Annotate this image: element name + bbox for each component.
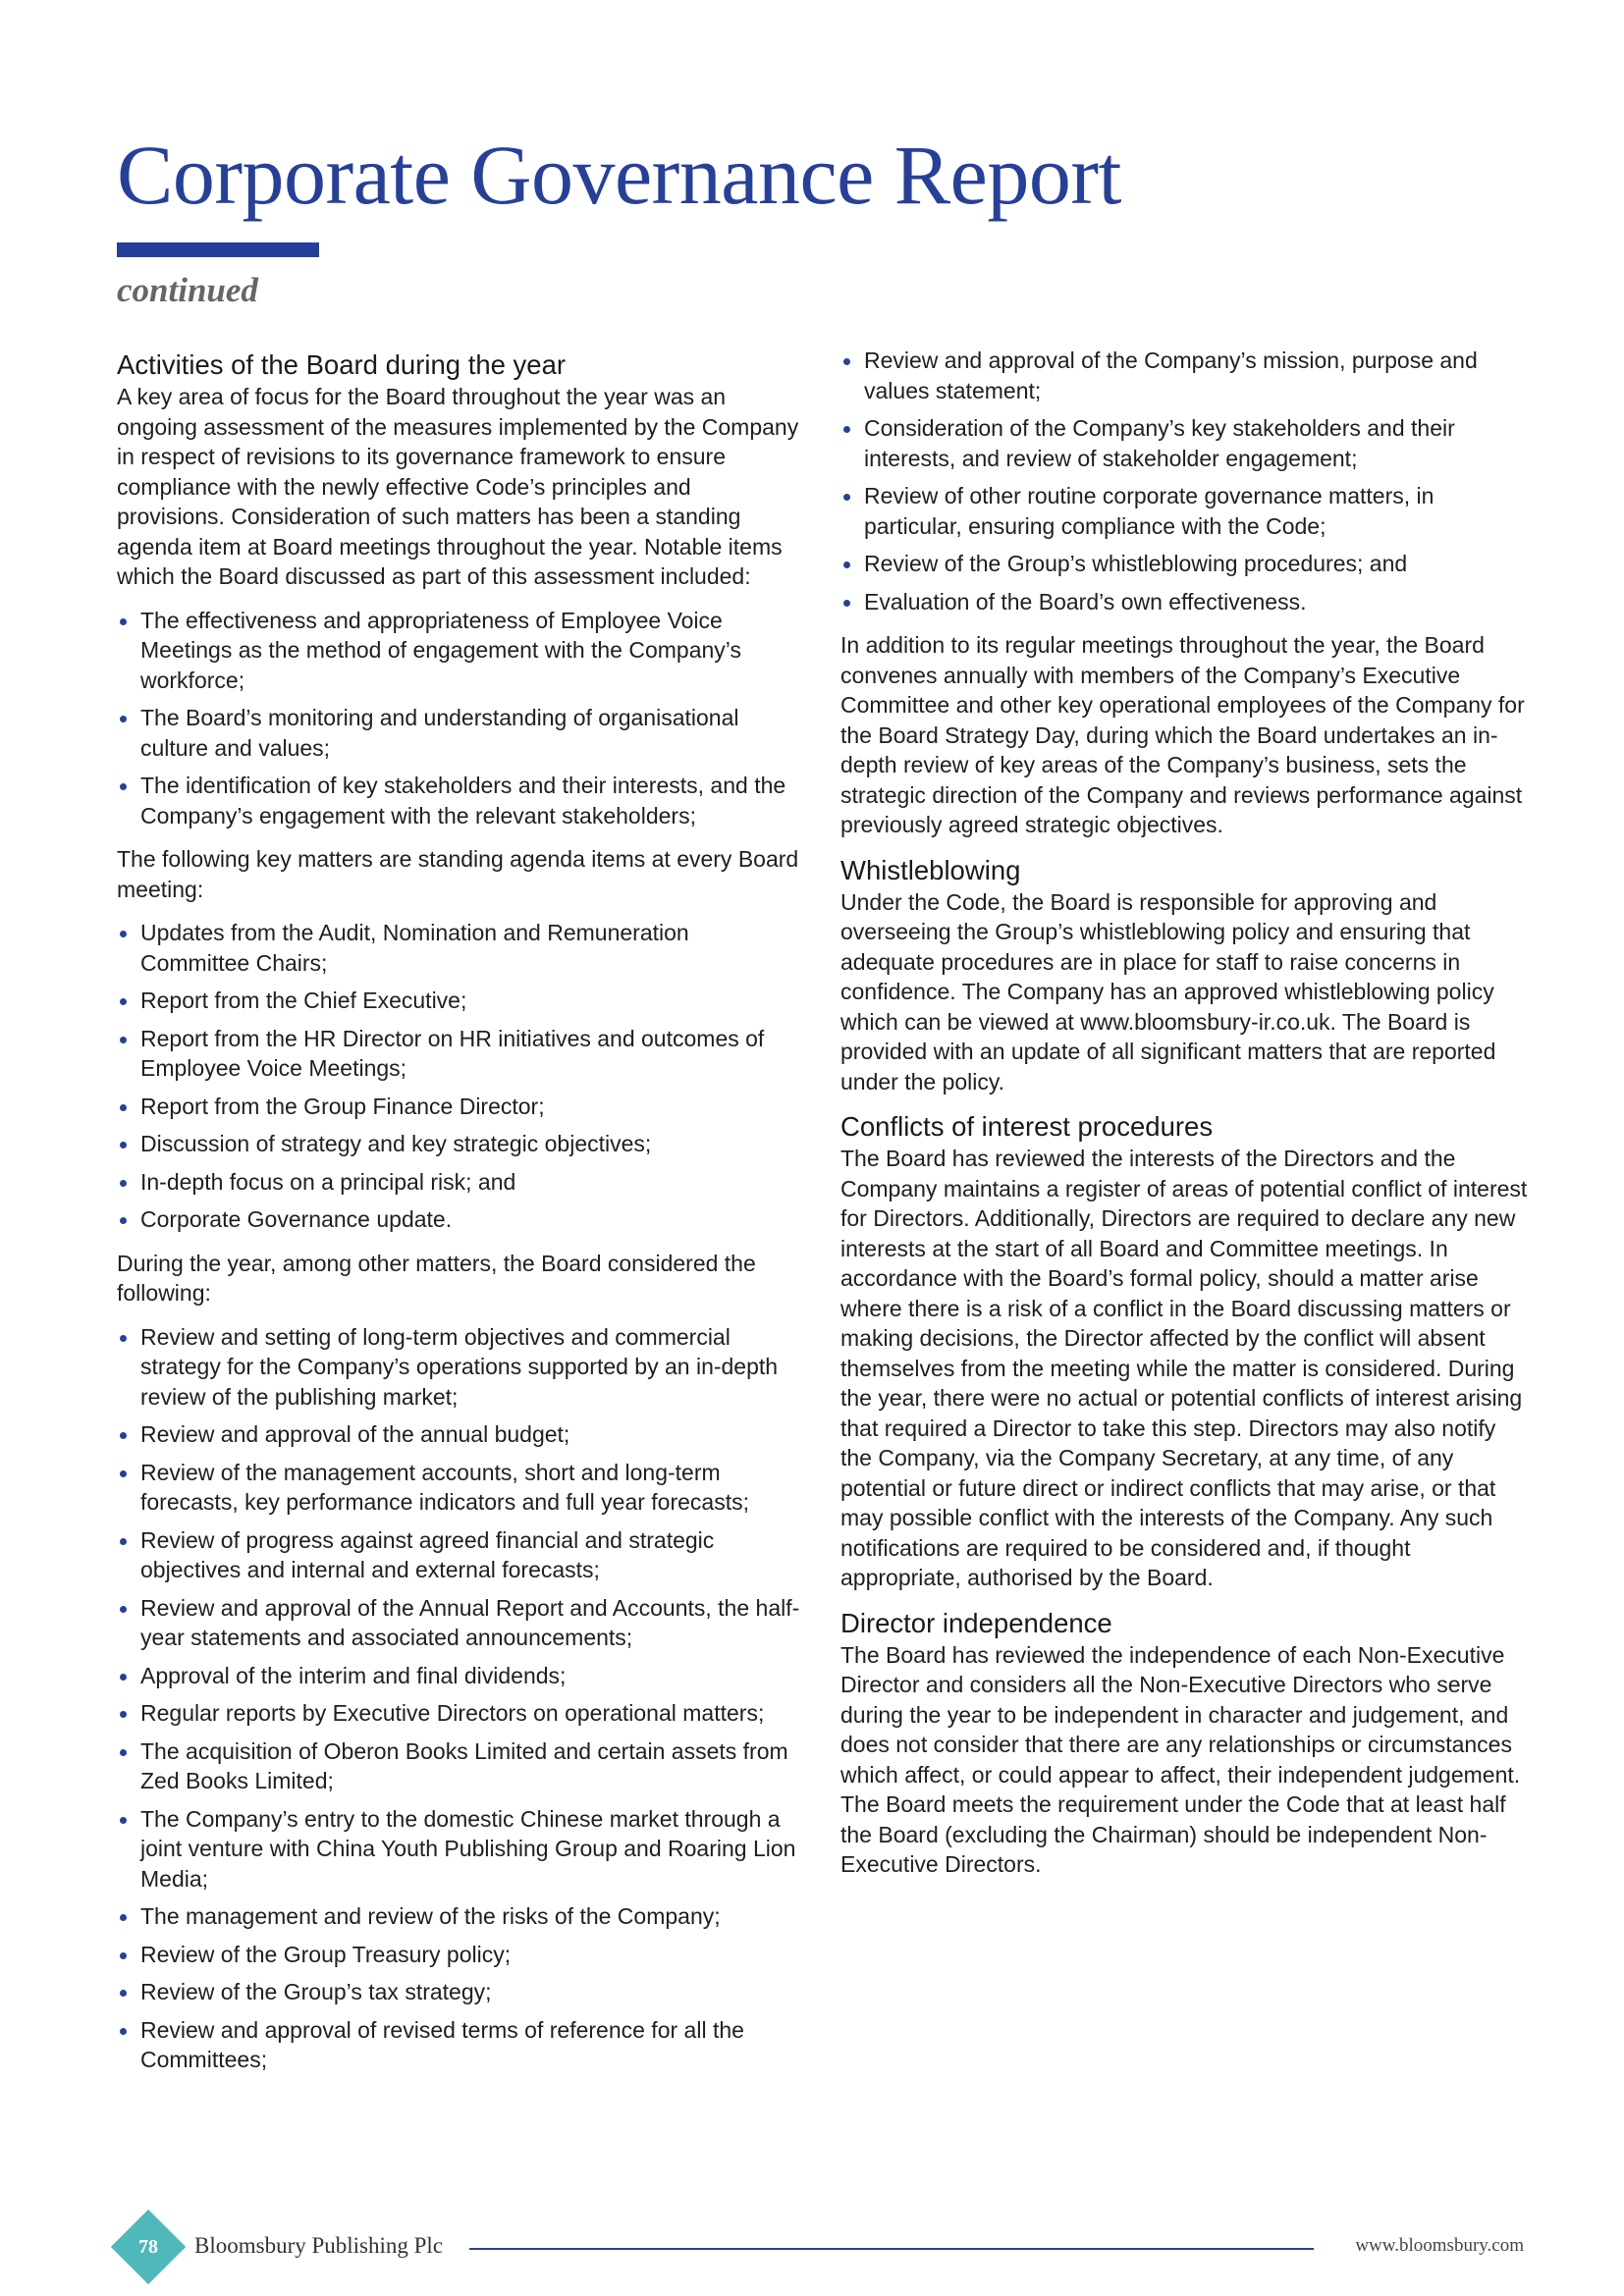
list-item: Updates from the Audit, Nomination and Remuneration Committee Chairs; bbox=[117, 918, 804, 978]
page-number: 78 bbox=[138, 2235, 158, 2258]
standing-intro: The following key matters are standing agenda items at every Board meeting: bbox=[117, 846, 799, 902]
title-underline-bar bbox=[117, 242, 319, 257]
considered-intro: During the year, among other matters, the Board considered the following: bbox=[117, 1250, 756, 1306]
list-item: Review and approval of the Company’s mission, purpose and values statement; bbox=[840, 346, 1530, 405]
list-item: The Board’s monitoring and understanding of organisational culture and values; bbox=[117, 703, 804, 763]
list-item: In-depth focus on a principal risk; and bbox=[117, 1167, 804, 1198]
page-subtitle: continued bbox=[117, 271, 258, 309]
independence-body: The Board has reviewed the independence of each Non-Executive Director and considers all the Non-Executive Directors who serve during the year to be independent in character and judgement, and does not consider that there are any relationships or circumstances which affect, or could appear to affect, their independent judgement. The Board meets the requirement under the Code that at least half the Board (excluding the Chairman) should be independent Non-Executive Directors. bbox=[840, 1641, 1521, 1877]
list-item: Review of the Group’s whistleblowing procedures; and bbox=[840, 549, 1530, 579]
list-item: Regular reports by Executive Directors on operational matters; bbox=[117, 1698, 804, 1729]
list-item: Review and approval of revised terms of reference for all the Committees; bbox=[117, 2015, 804, 2075]
list-item: The effectiveness and appropriateness of Employee Voice Meetings as the method of engagement with the Company’s workforce; bbox=[117, 606, 804, 696]
list-item: Evaluation of the Board’s own effectiveness. bbox=[840, 587, 1530, 617]
whistleblowing-body: Under the Code, the Board is responsible for approving and overseeing the Group’s whistleblowing policy and ensuring that adequate procedures are in place for staff to raise concerns in confidence. The Company has an approved whistleblowing policy which can be viewed at www.bloomsbury-ir.co.uk. The Board is provided with an update of all significant matters that are reported under the policy. bbox=[840, 888, 1496, 1095]
activities-intro: A key area of focus for the Board throughout the year was an ongoing assessment of the measures implemented by the Company in respect of revisions to its governance framework to ensure compliance with the newly effective Code’s principles and provisions. Consideration of such matters has been a standing agenda item at Board meetings throughout the year. Notable items which the Board discussed as part of this assessment included: bbox=[117, 384, 799, 589]
list-item: The acquisition of Oberon Books Limited and certain assets from Zed Books Limited; bbox=[117, 1736, 804, 1796]
assessment-list bbox=[117, 606, 804, 831]
list-item: Report from the Group Finance Director; bbox=[117, 1092, 804, 1122]
strategy-day-paragraph: In addition to its regular meetings throughout the year, the Board convenes annually with members of the Company’s Executive Committee and other key operational employees of the Company for the Board Strategy Day, during which the Board undertakes an in-depth review of key areas of the Company’s business, sets the strategic direction of the Company and reviews performance against previously agreed strategic objectives. bbox=[840, 632, 1525, 837]
footer-url: www.bloomsbury.com bbox=[1355, 2235, 1524, 2256]
list-item: Consideration of the Company’s key stakeholders and their interests, and review of stakeholder engagement; bbox=[840, 413, 1530, 473]
list-item: Corporate Governance update. bbox=[117, 1204, 804, 1235]
list-item: Review and approval of the annual budget; bbox=[117, 1419, 804, 1450]
list-item: Approval of the interim and final dividends; bbox=[117, 1661, 804, 1691]
list-item: Review and setting of long-term objectives and commercial strategy for the Company’s operations supported by an in-depth review of the publishing market; bbox=[117, 1322, 804, 1413]
activities-heading: Activities of the Board during the year bbox=[117, 349, 567, 380]
list-item: Review and approval of the Annual Report and Accounts, the half-year statements and associated announcements; bbox=[117, 1593, 804, 1653]
list-item: The identification of key stakeholders and their interests, and the Company’s engagement with the relevant stakeholders; bbox=[117, 771, 804, 830]
page-title: Corporate Governance Report bbox=[117, 128, 1121, 222]
standing-list bbox=[117, 918, 804, 1235]
considered-list-continued bbox=[840, 346, 1530, 616]
footer-rule bbox=[469, 2248, 1314, 2250]
list-item: Review of the Group Treasury policy; bbox=[117, 1940, 804, 1970]
left-column bbox=[117, 348, 804, 2089]
list-item: Review of the Group’s tax strategy; bbox=[117, 1977, 804, 2007]
independence-heading: Director independence bbox=[840, 1607, 1112, 1638]
list-item: Report from the HR Director on HR initiatives and outcomes of Employee Voice Meetings; bbox=[117, 1024, 804, 1084]
list-item: Discussion of strategy and key strategic objectives; bbox=[117, 1129, 804, 1159]
list-item: Review of progress against agreed financial and strategic objectives and internal and external forecasts; bbox=[117, 1525, 804, 1585]
list-item: Review of the management accounts, short and long-term forecasts, key performance indicators and full year forecasts; bbox=[117, 1458, 804, 1518]
footer-company-name: Bloomsbury Publishing Plc bbox=[194, 2233, 444, 2258]
list-item: The Company’s entry to the domestic Chinese market through a joint venture with China Youth Publishing Group and Roaring Lion Media; bbox=[117, 1804, 804, 1895]
list-item: Report from the Chief Executive; bbox=[117, 986, 804, 1016]
list-item: The management and review of the risks of the Company; bbox=[117, 1901, 804, 1932]
whistleblowing-heading: Whistleblowing bbox=[840, 854, 1021, 885]
considered-list bbox=[117, 1322, 804, 2075]
conflicts-body: The Board has reviewed the interests of the Directors and the Company maintains a register of areas of potential conflict of interest for Directors. Additionally, Directors are required to declare any new interests at the start of all Board and Committee meetings. In accordance with the Board’s formal policy, should a matter arise where there is a risk of a conflict in the Board discussing matters or making decisions, the Director affected by the conflict will absent themselves from the meeting while the matter is considered. During the year, there were no actual or potential conflicts of interest arising that required a Director to take this step. Directors may also notify the Company, via the Company Secretary, at any time, of any potential or future direct or indirect conflicts that may arise, or that may possible conflict with the interests of the Company. Any such notifications are required to be considered and, if thought appropriate, authorised by the Board. bbox=[840, 1146, 1528, 1590]
right-column bbox=[840, 346, 1530, 1894]
list-item: Review of other routine corporate governance matters, in particular, ensuring compliance with the Code; bbox=[840, 481, 1530, 541]
conflicts-heading: Conflicts of interest procedures bbox=[840, 1111, 1214, 1142]
